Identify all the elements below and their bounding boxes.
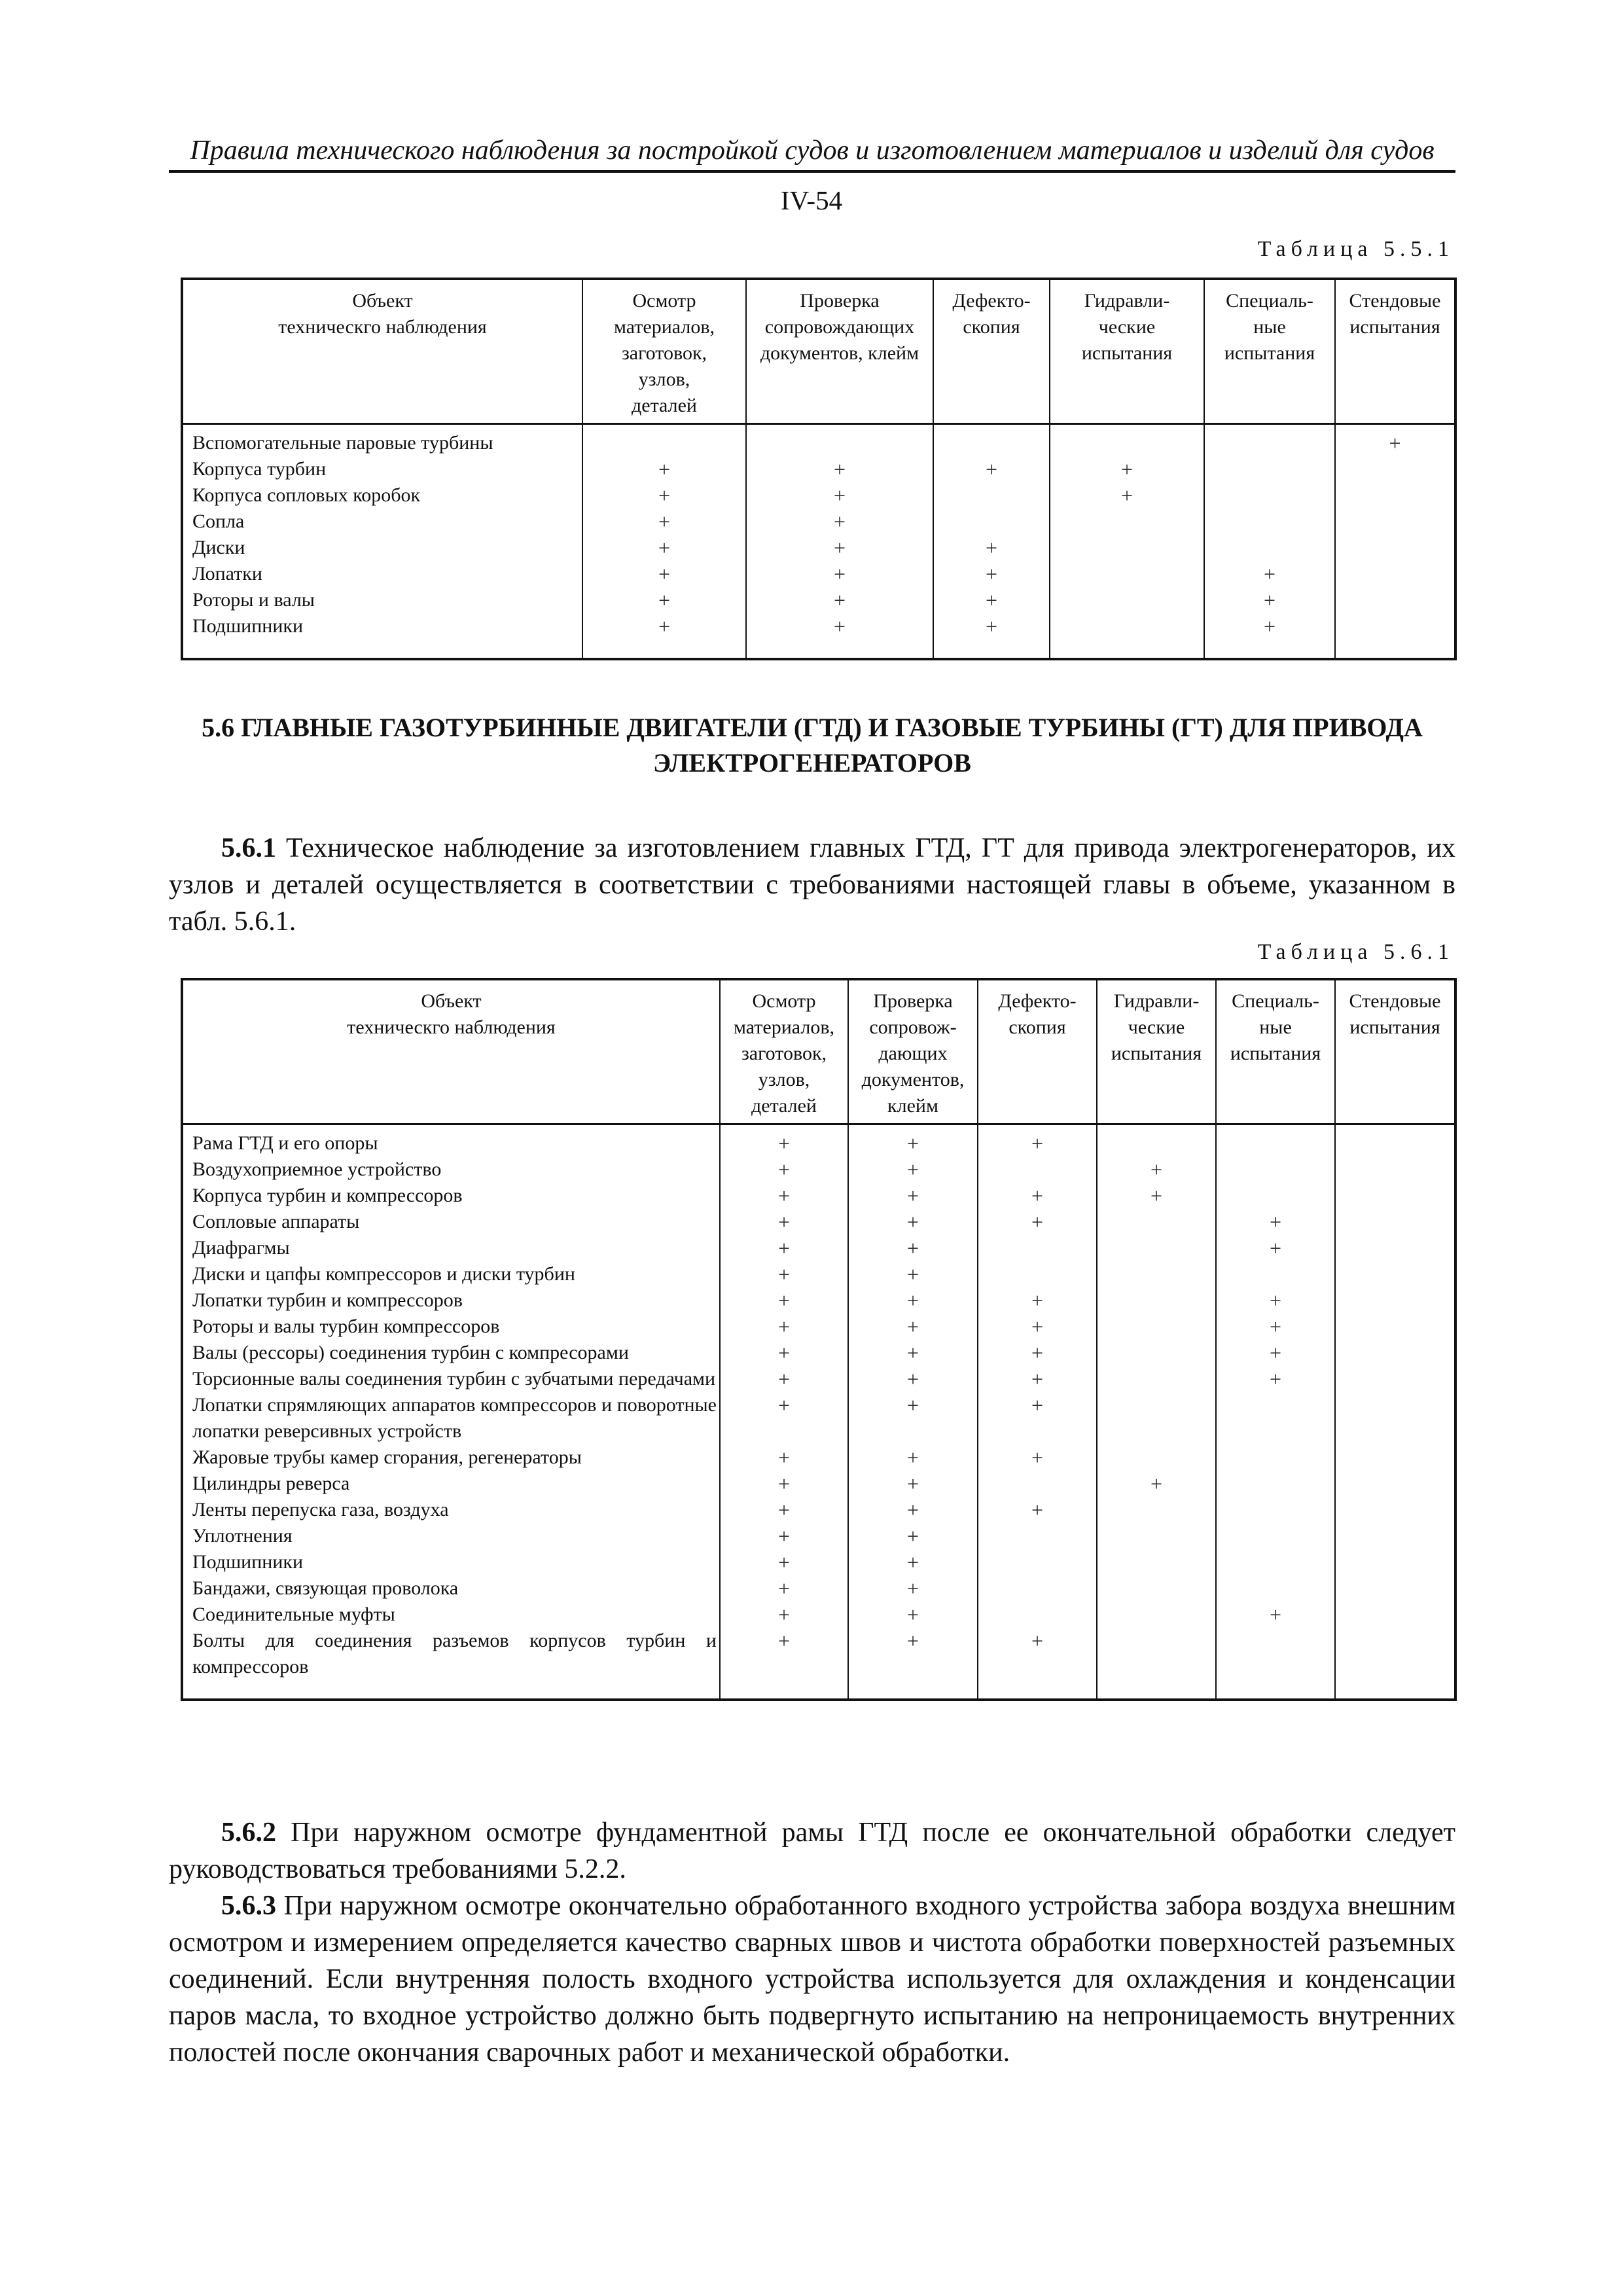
table-row — [182, 424, 1455, 457]
table-row — [182, 1209, 1455, 1235]
row-mark: + — [978, 1444, 1097, 1471]
row-mark: + — [978, 1287, 1097, 1314]
table-row — [182, 1287, 1455, 1314]
column-header: Осмотр материалов, заготовок, узлов, деталей — [720, 979, 848, 1124]
row-mark — [1204, 424, 1335, 457]
row-mark — [1216, 1392, 1335, 1444]
row-mark: + — [720, 1157, 848, 1183]
row-mark — [1097, 1575, 1216, 1602]
row-mark — [1335, 1444, 1455, 1471]
row-mark: + — [582, 613, 746, 659]
row-mark: + — [582, 482, 746, 509]
row-mark — [1216, 1471, 1335, 1497]
paragraph-text: Техническое наблюдение за изготовлением главных ГТД, ГТ для привода электрогенераторов, их узлов и деталей осуществляется в соответствии с требованиями настоящей главы в объеме, указанном в табл. 5.6.1. — [169, 833, 1455, 937]
row-mark: + — [1216, 1314, 1335, 1340]
row-object: Вспомогательные паровые турбины — [182, 424, 582, 457]
row-mark: + — [720, 1575, 848, 1602]
row-object: Диски — [182, 535, 582, 561]
table-row — [182, 482, 1455, 509]
table-row — [182, 1523, 1455, 1549]
row-mark: + — [848, 1497, 978, 1523]
row-mark — [933, 424, 1050, 457]
row-mark — [933, 482, 1050, 509]
table-row — [182, 535, 1455, 561]
row-mark: + — [746, 509, 933, 535]
row-object: Торсионные валы соединения турбин с зубчатыми передачами — [182, 1366, 720, 1392]
table-row — [182, 613, 1455, 659]
row-mark — [1335, 1628, 1455, 1700]
row-mark — [1097, 1340, 1216, 1366]
row-mark — [1335, 1183, 1455, 1209]
row-mark — [1097, 1392, 1216, 1444]
row-mark: + — [848, 1314, 978, 1340]
row-mark: + — [933, 561, 1050, 587]
row-mark: + — [1204, 613, 1335, 659]
row-mark — [1097, 1523, 1216, 1549]
table-caption-5-6-1: Таблица 5.6.1 — [1257, 940, 1454, 964]
row-mark: + — [720, 1549, 848, 1575]
column-header: Специаль- ные испытания — [1204, 279, 1335, 424]
row-mark: + — [848, 1366, 978, 1392]
row-mark: + — [720, 1183, 848, 1209]
table-header-row — [182, 279, 1455, 424]
table-row — [182, 1628, 1455, 1700]
row-mark — [746, 424, 933, 457]
table-row — [182, 509, 1455, 535]
paragraph-text: При наружном осмотре фундаментной рамы ГТД после ее окончательной обработки следует руководствоваться требованиями 5.2.2. — [169, 1818, 1455, 1884]
row-mark: + — [933, 535, 1050, 561]
row-object: Сопла — [182, 509, 582, 535]
row-mark — [1097, 1549, 1216, 1575]
table-row — [182, 1549, 1455, 1575]
table-row — [182, 1183, 1455, 1209]
table-row — [182, 1602, 1455, 1628]
row-mark — [1335, 1261, 1455, 1287]
row-mark: + — [1216, 1209, 1335, 1235]
row-mark — [1335, 456, 1455, 482]
row-mark — [1335, 1366, 1455, 1392]
row-mark: + — [978, 1314, 1097, 1340]
paragraph-5-6-2 — [169, 1814, 1455, 1888]
row-mark — [1335, 1602, 1455, 1628]
row-mark: + — [1216, 1366, 1335, 1392]
row-mark: + — [848, 1628, 978, 1700]
row-mark — [1335, 1157, 1455, 1183]
row-mark: + — [1097, 1183, 1216, 1209]
row-mark — [1097, 1314, 1216, 1340]
row-mark: + — [978, 1183, 1097, 1209]
row-mark — [1050, 535, 1204, 561]
row-mark — [1204, 482, 1335, 509]
table-row — [182, 456, 1455, 482]
row-mark: + — [720, 1314, 848, 1340]
row-mark — [1097, 1628, 1216, 1700]
row-mark: + — [848, 1209, 978, 1235]
row-mark: + — [978, 1497, 1097, 1523]
row-mark — [1335, 587, 1455, 613]
row-mark — [1216, 1549, 1335, 1575]
column-header: Дефекто- скопия — [978, 979, 1097, 1124]
row-mark: + — [1216, 1602, 1335, 1628]
row-mark — [978, 1549, 1097, 1575]
row-object: Лопатки турбин и компрессоров — [182, 1287, 720, 1314]
row-mark: + — [848, 1471, 978, 1497]
row-mark: + — [746, 456, 933, 482]
row-object: Лопатки спрямляющих аппаратов компрессоров и поворотные лопатки реверсивных устройств — [182, 1392, 720, 1444]
row-mark — [1335, 1523, 1455, 1549]
row-object: Воздухоприемное устройство — [182, 1157, 720, 1183]
row-mark — [1050, 509, 1204, 535]
row-mark: + — [1335, 424, 1455, 457]
row-mark: + — [848, 1602, 978, 1628]
row-mark: + — [848, 1444, 978, 1471]
table-row — [182, 1314, 1455, 1340]
row-mark: + — [1204, 561, 1335, 587]
row-mark — [933, 509, 1050, 535]
row-mark: + — [582, 535, 746, 561]
row-object: Сопловые аппараты — [182, 1209, 720, 1235]
row-object: Болты для соединения разъемов корпусов турбин и компрессоров — [182, 1628, 720, 1700]
row-mark — [1050, 424, 1204, 457]
row-mark — [978, 1523, 1097, 1549]
row-mark — [1335, 1575, 1455, 1602]
table-5-5-1 — [181, 278, 1457, 660]
row-mark — [1335, 482, 1455, 509]
row-mark: + — [978, 1628, 1097, 1700]
table-row — [182, 1471, 1455, 1497]
column-header: Проверка сопровож- дающих документов, клейм — [848, 979, 978, 1124]
row-mark — [1335, 561, 1455, 587]
row-mark: + — [746, 535, 933, 561]
page-number: IV-54 — [780, 185, 843, 215]
row-object: Жаровые трубы камер сгорания, регенераторы — [182, 1444, 720, 1471]
row-mark: + — [933, 613, 1050, 659]
row-mark — [1335, 1392, 1455, 1444]
table-row — [182, 1366, 1455, 1392]
column-header-object: Объект техническго наблюдения — [182, 279, 582, 424]
section-heading-5-6: 5.6 ГЛАВНЫЕ ГАЗОТУРБИННЫЕ ДВИГАТЕЛИ (ГТД) И ГАЗОВЫЕ ТУРБИНЫ (ГТ) ДЛЯ ПРИВОДА ЭЛЕКТРОГЕНЕРАТОРОВ — [202, 713, 1423, 778]
row-object: Роторы и валы турбин компрессоров — [182, 1314, 720, 1340]
row-mark: + — [746, 561, 933, 587]
row-mark: + — [720, 1471, 848, 1497]
row-mark: + — [720, 1366, 848, 1392]
row-object: Подшипники — [182, 613, 582, 659]
row-mark: + — [848, 1549, 978, 1575]
row-object: Валы (рессоры) соединения турбин с компресорами — [182, 1340, 720, 1366]
row-mark — [1216, 1444, 1335, 1471]
row-object: Диски и цапфы компрессоров и диски турбин — [182, 1261, 720, 1287]
column-header: Специаль- ные испытания — [1216, 979, 1335, 1124]
row-mark — [978, 1602, 1097, 1628]
column-header: Стендовые испытания — [1335, 279, 1455, 424]
table-5-6-1 — [181, 978, 1457, 1701]
row-mark: + — [720, 1497, 848, 1523]
table-row — [182, 587, 1455, 613]
row-mark: + — [848, 1287, 978, 1314]
row-mark — [1097, 1444, 1216, 1471]
row-mark: + — [933, 587, 1050, 613]
row-mark: + — [848, 1261, 978, 1287]
row-mark: + — [582, 561, 746, 587]
row-mark — [978, 1235, 1097, 1261]
row-mark: + — [1216, 1340, 1335, 1366]
row-mark — [978, 1471, 1097, 1497]
row-object: Бандажи, связующая проволока — [182, 1575, 720, 1602]
row-object: Корпуса турбин и компрессоров — [182, 1183, 720, 1209]
row-mark — [1204, 535, 1335, 561]
row-mark — [1216, 1497, 1335, 1523]
row-mark — [1097, 1235, 1216, 1261]
table-row — [182, 1497, 1455, 1523]
row-mark: + — [848, 1183, 978, 1209]
row-mark — [1204, 509, 1335, 535]
row-mark: + — [720, 1523, 848, 1549]
row-mark — [978, 1157, 1097, 1183]
row-mark: + — [1050, 482, 1204, 509]
row-object: Роторы и валы — [182, 587, 582, 613]
paragraph-5-6-3 — [169, 1888, 1455, 2071]
row-mark — [1097, 1366, 1216, 1392]
row-mark: + — [720, 1124, 848, 1157]
row-object: Цилиндры реверса — [182, 1471, 720, 1497]
row-mark — [1097, 1287, 1216, 1314]
paragraph-5-6-1 — [169, 830, 1455, 940]
row-mark — [1216, 1575, 1335, 1602]
table-row — [182, 1392, 1455, 1444]
column-header-object: Объект техническго наблюдения — [182, 979, 720, 1124]
row-mark — [1335, 1497, 1455, 1523]
row-mark — [1335, 1287, 1455, 1314]
paragraph-number: 5.6.2 — [221, 1818, 276, 1848]
running-header: Правила технического наблюдения за постройкой судов и изготовлением материалов и изделий для судов — [169, 135, 1455, 173]
row-mark — [1097, 1124, 1216, 1157]
row-mark — [1216, 1124, 1335, 1157]
row-mark — [1216, 1628, 1335, 1700]
row-mark: + — [933, 456, 1050, 482]
paragraph-number: 5.6.3 — [221, 1891, 276, 1921]
row-mark — [1050, 587, 1204, 613]
row-mark: + — [720, 1235, 848, 1261]
column-header: Дефекто- скопия — [933, 279, 1050, 424]
column-header: Осмотр материалов, заготовок, узлов, деталей — [582, 279, 746, 424]
row-object: Рама ГТД и его опоры — [182, 1124, 720, 1157]
row-mark: + — [582, 456, 746, 482]
row-mark — [1216, 1523, 1335, 1549]
row-mark: + — [1097, 1157, 1216, 1183]
row-mark: + — [848, 1235, 978, 1261]
row-mark: + — [720, 1261, 848, 1287]
row-mark: + — [978, 1340, 1097, 1366]
row-mark — [1335, 1124, 1455, 1157]
row-mark: + — [1050, 456, 1204, 482]
row-mark — [1335, 1340, 1455, 1366]
row-mark: + — [582, 509, 746, 535]
table-row — [182, 1235, 1455, 1261]
row-mark: + — [848, 1340, 978, 1366]
row-mark — [1050, 561, 1204, 587]
row-object: Подшипники — [182, 1549, 720, 1575]
column-header: Стендовые испытания — [1335, 979, 1455, 1124]
row-mark: + — [1216, 1287, 1335, 1314]
paragraph-number: 5.6.1 — [221, 833, 276, 863]
row-mark — [978, 1575, 1097, 1602]
row-mark: + — [720, 1602, 848, 1628]
row-mark: + — [720, 1628, 848, 1700]
row-mark: + — [978, 1392, 1097, 1444]
row-mark — [978, 1261, 1097, 1287]
row-mark: + — [978, 1366, 1097, 1392]
table-row — [182, 1157, 1455, 1183]
row-mark: + — [720, 1287, 848, 1314]
table-row — [182, 1261, 1455, 1287]
table-body — [182, 424, 1455, 660]
row-mark: + — [746, 482, 933, 509]
row-mark — [1335, 1235, 1455, 1261]
row-mark: + — [720, 1209, 848, 1235]
row-mark: + — [720, 1444, 848, 1471]
row-mark — [1335, 613, 1455, 659]
row-mark: + — [1216, 1235, 1335, 1261]
table-row — [182, 1340, 1455, 1366]
row-mark — [1335, 1209, 1455, 1235]
row-object: Диафрагмы — [182, 1235, 720, 1261]
row-mark — [1335, 1471, 1455, 1497]
row-mark — [1204, 456, 1335, 482]
row-object: Ленты перепуска газа, воздуха — [182, 1497, 720, 1523]
table-row — [182, 561, 1455, 587]
row-mark: + — [848, 1124, 978, 1157]
column-header: Гидравли- ческие испытания — [1097, 979, 1216, 1124]
table-row — [182, 1575, 1455, 1602]
row-mark: + — [848, 1392, 978, 1444]
row-object: Корпуса сопловых коробок — [182, 482, 582, 509]
table-header-row — [182, 979, 1455, 1124]
table-row — [182, 1124, 1455, 1157]
row-object: Уплотнения — [182, 1523, 720, 1549]
row-mark: + — [978, 1209, 1097, 1235]
row-mark — [1335, 509, 1455, 535]
row-mark — [582, 424, 746, 457]
row-mark: + — [848, 1157, 978, 1183]
row-mark: + — [978, 1124, 1097, 1157]
row-mark — [1097, 1261, 1216, 1287]
row-mark — [1216, 1183, 1335, 1209]
row-mark: + — [720, 1392, 848, 1444]
row-mark: + — [1204, 587, 1335, 613]
row-mark: + — [720, 1340, 848, 1366]
row-mark — [1335, 1314, 1455, 1340]
row-mark — [1335, 535, 1455, 561]
row-object: Лопатки — [182, 561, 582, 587]
row-mark — [1050, 613, 1204, 659]
row-mark: + — [582, 587, 746, 613]
row-mark: + — [848, 1575, 978, 1602]
table-body — [182, 1124, 1455, 1700]
row-mark — [1216, 1157, 1335, 1183]
row-mark — [1335, 1549, 1455, 1575]
column-header: Гидравли- ческие испытания — [1050, 279, 1204, 424]
row-mark: + — [848, 1523, 978, 1549]
row-object: Соединительные муфты — [182, 1602, 720, 1628]
row-mark — [1097, 1497, 1216, 1523]
row-mark: + — [746, 613, 933, 659]
row-mark: + — [746, 587, 933, 613]
column-header: Проверка сопровождающих документов, клейм — [746, 279, 933, 424]
paragraph-text: При наружном осмотре окончательно обработанного входного устройства забора воздуха внешним осмотром и измерением определяется качество сварных швов и чистота обработки поверхностей разъемных соединений. Если внутренняя полость входного устройства используется для охлаждения и конденсации паров масла, то входное устройство должно быть подвергнуто испытанию на непроницаемость внутренних полостей после окончания сварочных работ и механической обработки. — [169, 1891, 1455, 2068]
row-object: Корпуса турбин — [182, 456, 582, 482]
row-mark: + — [1097, 1471, 1216, 1497]
row-mark — [1097, 1209, 1216, 1235]
table-row — [182, 1444, 1455, 1471]
row-mark — [1097, 1602, 1216, 1628]
table-caption-5-5-1: Таблица 5.5.1 — [1257, 237, 1454, 261]
row-mark — [1216, 1261, 1335, 1287]
